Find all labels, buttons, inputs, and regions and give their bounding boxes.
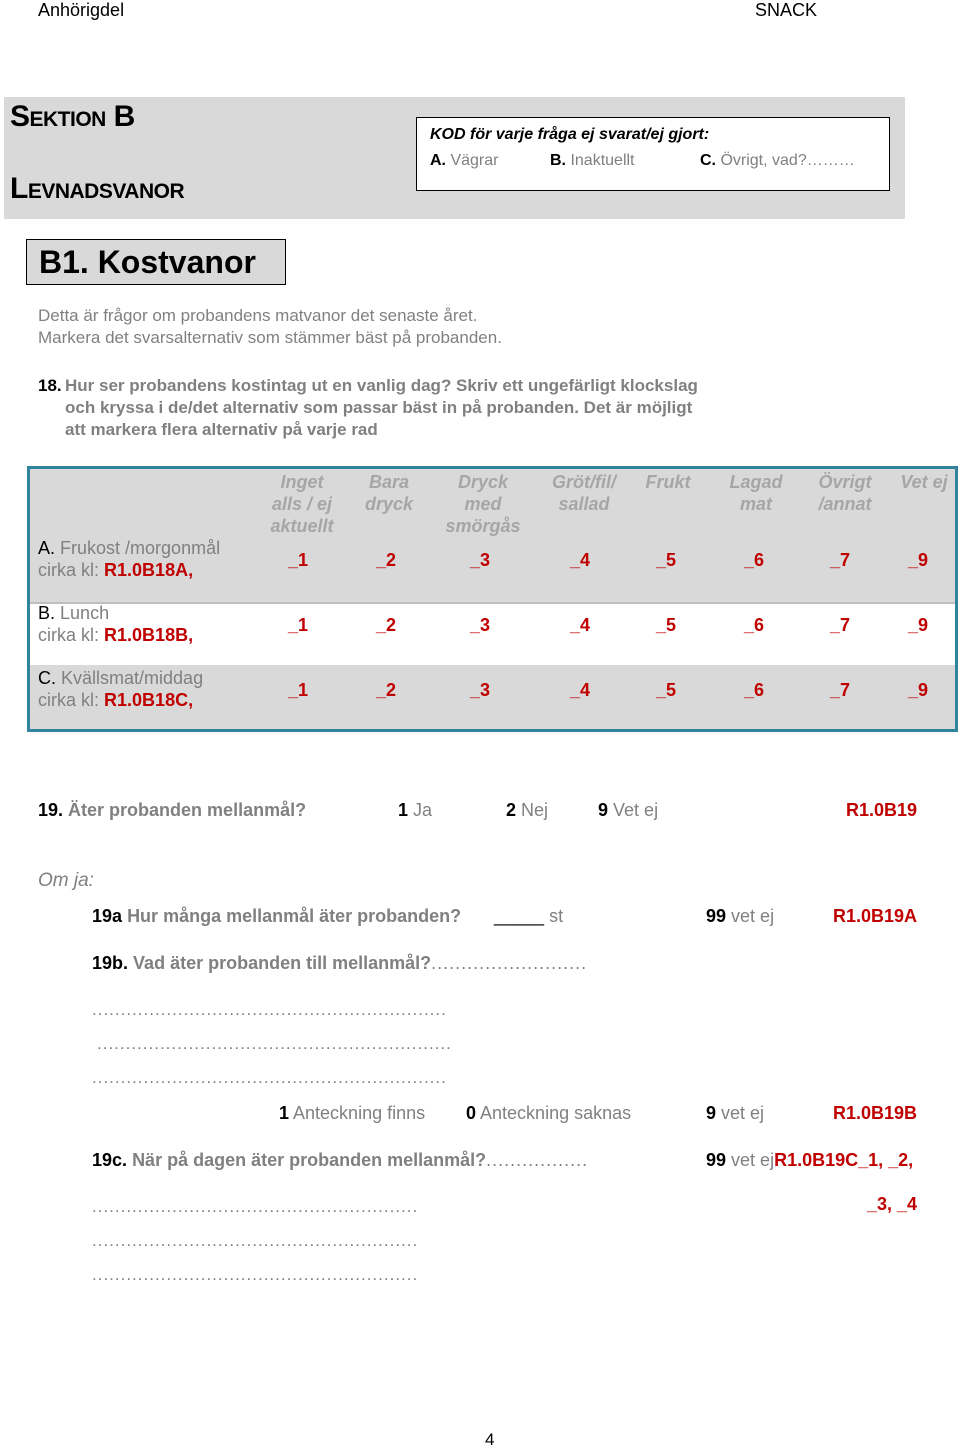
col-header-grot (542, 471, 626, 515)
col-header-line: Dryck (457, 472, 509, 492)
code-legend-box (416, 117, 890, 191)
option-c-5[interactable]: _5 (656, 680, 677, 700)
section-title-text: Sektion B (10, 100, 135, 133)
header-right: SNACK (755, 0, 818, 20)
code-b-letter: B. (550, 152, 566, 169)
meal-name: Lunch (60, 603, 110, 623)
col-header-line: Bara (368, 472, 410, 492)
q19b-dots-line-2[interactable]: .............................................................. (97, 1034, 452, 1053)
meal-code: R1.0B18B, (104, 625, 194, 645)
answer-number: 99 (706, 906, 727, 926)
q19a-code: R1.0B19A (833, 906, 918, 926)
col-header-line: Inget (280, 472, 324, 492)
option-c-7[interactable]: _7 (830, 680, 851, 700)
col-header-line: smörgås (445, 516, 521, 536)
option-a-2[interactable]: _2 (376, 550, 397, 570)
col-header-line: Gröt/fil/ (552, 472, 616, 492)
q19b-dontknow[interactable] (706, 1103, 764, 1124)
option-b-1[interactable]: _1 (288, 615, 309, 635)
answer-text: Anteckning finns (293, 1103, 426, 1123)
answer-text: Ja (413, 800, 433, 820)
answer-number: 9 (706, 1103, 717, 1123)
intro-line-1: Detta är frågor om probandens matvanor det senaste året. (38, 306, 478, 325)
code-c-text: Övrigt, vad?……… (720, 152, 855, 169)
q18-text-line-3: att markera flera alternativ på varje rad (65, 420, 378, 439)
q19c-dots-inline[interactable]: ................. (486, 1150, 589, 1170)
om-ja-label: Om ja: (38, 870, 94, 891)
col-header-line: /annat (818, 494, 872, 514)
option-c-9[interactable]: _9 (908, 680, 929, 700)
q19b-note-missing[interactable] (466, 1103, 631, 1124)
q19c-row (92, 1150, 588, 1171)
option-a-4[interactable]: _4 (570, 550, 591, 570)
q19c-code: R1.0B19C_1, _2, (774, 1150, 914, 1170)
q19-answer-yes[interactable] (398, 800, 432, 821)
option-b-2[interactable]: _2 (376, 615, 397, 635)
q18-number: 18. (38, 376, 62, 395)
option-a-5[interactable]: _5 (656, 550, 677, 570)
option-a-9[interactable]: _9 (908, 550, 929, 570)
col-header-line: Vet ej (900, 472, 948, 492)
answer-number: 1 (279, 1103, 290, 1123)
col-header-line: sallad (558, 494, 610, 514)
q19b-text: Vad äter probanden till mellanmål? (133, 953, 432, 973)
answer-number: 99 (706, 1150, 727, 1170)
q19c-dots-line-1[interactable]: ......................................................... (92, 1197, 419, 1216)
q19a-unit: st (549, 906, 564, 926)
q19c-label: 19c. (92, 1150, 128, 1170)
option-b-4[interactable]: _4 (570, 615, 591, 635)
col-header-lagad-mat (722, 471, 790, 515)
code-a-letter: A. (430, 152, 446, 169)
answer-text: vet ej (731, 906, 775, 926)
q19-number: 19. (38, 800, 64, 820)
meal-name: Kvällsmat/middag (61, 668, 204, 688)
q19a-text: Hur många mellanmål äter probanden? (127, 906, 462, 926)
option-b-3[interactable]: _3 (470, 615, 491, 635)
code-c-letter: C. (700, 152, 716, 169)
col-header-frukt (638, 471, 698, 493)
answer-number: 2 (506, 800, 517, 820)
option-b-7[interactable]: _7 (830, 615, 851, 635)
meal-letter: B. (38, 603, 56, 623)
q18-text-line-2: och kryssa i de/det alternativ som passar bäst in på probanden. Det är möjligt (65, 398, 693, 417)
code-legend-title: KOD för varje fråga ej svarat/ej gjort: (430, 126, 710, 143)
meal-table (27, 466, 958, 732)
col-header-dryck-smorgas (438, 471, 528, 537)
answer-text: vet ej (721, 1103, 765, 1123)
col-header-line: aktuellt (270, 516, 334, 536)
col-header-line: med (464, 494, 502, 514)
option-c-1[interactable]: _1 (288, 680, 309, 700)
option-c-4[interactable]: _4 (570, 680, 591, 700)
q19b-note-exists[interactable] (279, 1103, 425, 1124)
page-number: 4 (485, 1430, 495, 1449)
answer-number: 9 (598, 800, 609, 820)
col-header-line: alls / ej (271, 494, 333, 514)
option-a-7[interactable]: _7 (830, 550, 851, 570)
section-subtitle (10, 172, 184, 206)
option-a-1[interactable]: _1 (288, 550, 309, 570)
subsection-title: B1. Kostvanor (26, 239, 286, 285)
q19-code: R1.0B19 (846, 800, 918, 820)
q19b-code: R1.0B19B (833, 1103, 918, 1123)
q19c-dots-line-2[interactable]: ......................................................... (92, 1231, 419, 1250)
time-label: cirka kl: (38, 690, 100, 710)
answer-text: Vet ej (613, 800, 659, 820)
q18-text-line-1: Hur ser probandens kostintag ut en vanlig dag? Skriv ett ungefärligt klockslag (65, 376, 698, 395)
meal-row-a-label (38, 537, 220, 581)
answer-text: Nej (521, 800, 549, 820)
col-header-vet-ej (894, 471, 954, 493)
q19c-code-cont: _3, _4 (867, 1194, 918, 1214)
meal-code: R1.0B18C, (104, 690, 194, 710)
option-c-6[interactable]: _6 (744, 680, 765, 700)
answer-number: 0 (466, 1103, 477, 1123)
answer-number: 1 (398, 800, 409, 820)
q19c-text: När på dagen äter probanden mellanmål? (132, 1150, 487, 1170)
meal-row-c-label (38, 667, 203, 711)
option-b-5[interactable]: _5 (656, 615, 677, 635)
code-a-text: Vägrar (450, 152, 499, 169)
q19c-dots-line-3[interactable]: ......................................................... (92, 1265, 419, 1284)
q19b-label: 19b. (92, 953, 129, 973)
time-label: cirka kl: (38, 625, 100, 645)
header-left: Anhörigdel (38, 0, 125, 20)
col-header-line: dryck (364, 494, 414, 514)
q19a-label: 19a (92, 906, 123, 926)
meal-row-b-label (38, 602, 193, 646)
section-title (10, 100, 135, 134)
intro-line-2: Markera det svarsalternativ som stämmer bäst på probanden. (38, 328, 502, 347)
answer-text: Anteckning saknas (480, 1103, 632, 1123)
code-b-text: Inaktuellt (570, 152, 635, 169)
col-header-inget (262, 471, 342, 537)
option-c-3[interactable]: _3 (470, 680, 491, 700)
q19b-dots-line-1[interactable]: .............................................................. (92, 1000, 447, 1019)
q19b-row (92, 953, 587, 974)
col-header-line: mat (739, 494, 772, 514)
q19a-row (92, 906, 461, 927)
meal-letter: C. (38, 668, 56, 688)
answer-text: vet ej (731, 1150, 775, 1170)
q19-answer-dontknow[interactable] (598, 800, 658, 821)
col-header-line: Övrigt (818, 472, 872, 492)
col-header-line: Frukt (645, 472, 691, 492)
q19c-dontknow[interactable] (706, 1150, 913, 1171)
option-a-6[interactable]: _6 (744, 550, 765, 570)
meal-name: Frukost /morgonmål (60, 538, 221, 558)
q19a-dontknow[interactable] (706, 906, 774, 927)
col-header-ovrigt (810, 471, 880, 515)
col-header-line: Lagad (729, 472, 783, 492)
meal-code: R1.0B18A, (104, 560, 194, 580)
section-subtitle-text: Levnadsvanor (10, 172, 185, 205)
col-header-bara-dryck (355, 471, 423, 515)
option-b-9[interactable]: _9 (908, 615, 929, 635)
time-label: cirka kl: (38, 560, 100, 580)
q19-text: Äter probanden mellanmål? (68, 800, 307, 820)
option-a-3[interactable]: _3 (470, 550, 491, 570)
option-c-2[interactable]: _2 (376, 680, 397, 700)
q19a-input[interactable] (494, 906, 563, 927)
q19b-dots-inline[interactable]: .......................... (431, 953, 588, 973)
q19-row (38, 800, 306, 821)
q19b-dots-line-3[interactable]: .............................................................. (92, 1068, 447, 1087)
q19-answer-no[interactable] (506, 800, 548, 821)
option-b-6[interactable]: _6 (744, 615, 765, 635)
q19a-blank[interactable]: _____ (494, 906, 545, 926)
meal-letter: A. (38, 538, 56, 558)
